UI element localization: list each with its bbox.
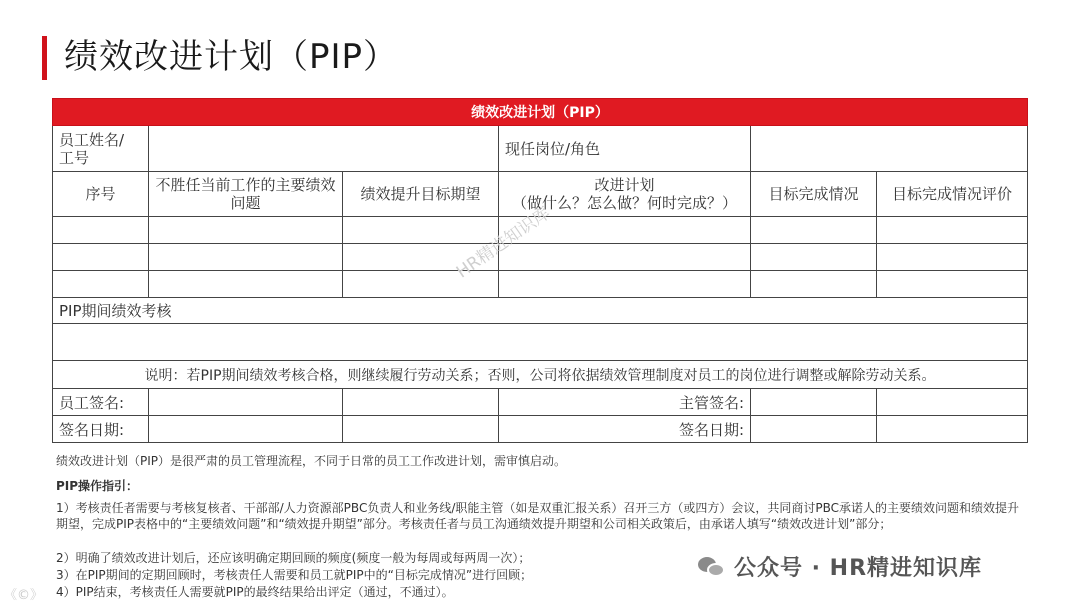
table-cell[interactable] (343, 416, 499, 443)
table-cell[interactable] (877, 416, 1028, 443)
table-cell[interactable] (149, 217, 343, 244)
manager-date-cell[interactable] (751, 416, 877, 443)
guide-step-2: 2）明确了绩效改进计划后，还应该明确定期回顾的频度(频度一般为每周或每两周一次）； (56, 551, 531, 565)
table-cell[interactable] (343, 389, 499, 416)
column-header: 绩效提升目标期望 (343, 172, 499, 217)
position-cell[interactable] (751, 126, 1028, 172)
wechat-icon (698, 555, 726, 579)
table-cell[interactable] (499, 244, 751, 271)
form-note: 说明：若PIP期间绩效考核合格，则继续履行劳动关系；否则，公司将依据绩效管理制度对员工的岗位进行调整或解除劳动关系。 (53, 361, 1028, 389)
table-cell[interactable] (877, 389, 1028, 416)
manager-sign-cell[interactable] (751, 389, 877, 416)
table-cell[interactable] (149, 244, 343, 271)
wechat-badge (698, 551, 982, 582)
column-header: 改进计划 （做什么？怎么做？何时完成？） (499, 172, 751, 217)
table-cell[interactable] (53, 217, 149, 244)
table-row (53, 271, 1028, 298)
guide-step-1: 1）考核责任者需要与考核复核者、干部部/人力资源部PBC负责人和业务线/职能主管（如是双重汇报关系）召开三方（或四方）会议，共同商讨PBC承诺人的主要绩效问题和绩效提升期望，完成PIP表格中的“主要绩效问题”和“绩效提升期望”部分。考核责任者与员工沟通绩效提升期望和公司相关政策后，由承诺人填写“绩效改进计划”部分； (56, 501, 1020, 531)
pip-review-label: PIP期间绩效考核 (53, 298, 1028, 324)
table-row (53, 244, 1028, 271)
employee-date-cell[interactable] (149, 416, 343, 443)
page-title: 绩效改进计划（PIP） (64, 37, 399, 77)
table-cell[interactable] (149, 271, 343, 298)
form-header: 绩效改进计划（PIP） (53, 99, 1028, 126)
table-cell[interactable] (877, 271, 1028, 298)
employee-sign-label: 员工签名: (53, 389, 149, 416)
table-cell[interactable] (499, 271, 751, 298)
table-cell[interactable] (877, 217, 1028, 244)
column-header: 目标完成情况 (751, 172, 877, 217)
wechat-label: 公众号 · HR精进知识库 (734, 556, 983, 581)
table-cell[interactable] (751, 244, 877, 271)
column-header: 不胜任当前工作的主要绩效问题 (149, 172, 343, 217)
column-header: 序号 (53, 172, 149, 217)
table-cell[interactable] (53, 244, 149, 271)
employee-name-label: 员工姓名/ 工号 (53, 126, 149, 172)
table-cell[interactable] (751, 271, 877, 298)
table-cell[interactable] (877, 244, 1028, 271)
table-cell[interactable] (343, 217, 499, 244)
watermark: HR精进知识库 (452, 203, 555, 283)
table-cell[interactable] (751, 217, 877, 244)
pip-form-table (52, 98, 1028, 443)
sign-date-label-right: 签名日期: (499, 416, 751, 443)
guide-step-3: 3）在PIP期间的定期回顾时，考核责任人需要和员工就PIP中的“目标完成情况”进行回顾； (56, 568, 533, 582)
guide-title: PIP操作指引： (56, 479, 139, 493)
position-label: 现任岗位/角色 (499, 126, 751, 172)
corner-logo: 《©》 (4, 588, 44, 603)
guide-step-4: 4）PIP结束，考核责任人需要就PIP的最终结果给出评定（通过，不通过）。 (56, 585, 454, 599)
footer-intro: 绩效改进计划（PIP）是很严肃的员工管理流程，不同于日常的员工工作改进计划，需审慎启动。 (56, 454, 567, 468)
pip-review-cell[interactable] (53, 324, 1028, 361)
table-cell[interactable] (53, 271, 149, 298)
column-header: 目标完成情况评价 (877, 172, 1028, 217)
employee-sign-cell[interactable] (149, 389, 343, 416)
sign-date-label: 签名日期: (53, 416, 149, 443)
employee-name-cell[interactable] (149, 126, 499, 172)
title-accent-bar (42, 36, 47, 80)
manager-sign-label: 主管签名: (499, 389, 751, 416)
